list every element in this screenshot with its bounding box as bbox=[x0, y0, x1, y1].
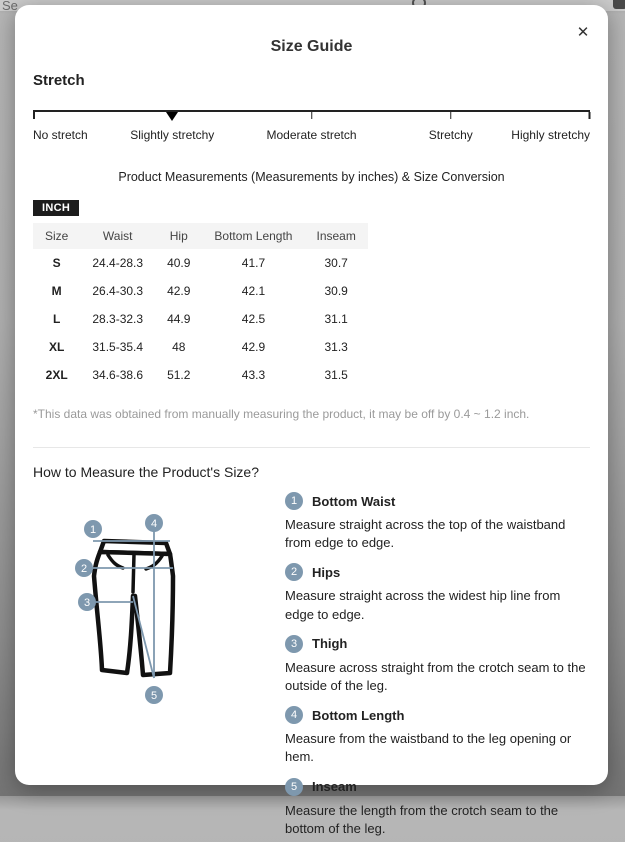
table-cell: 42.1 bbox=[241, 284, 266, 298]
table-cell: 42.9 bbox=[241, 340, 266, 354]
table-cell: 42.5 bbox=[241, 312, 266, 326]
table-cell: 44.9 bbox=[167, 312, 191, 326]
table-cell: 31.3 bbox=[324, 340, 348, 354]
stretch-label: No stretch bbox=[33, 128, 88, 142]
stretch-tick bbox=[33, 112, 35, 119]
how-to-measure-heading: How to Measure the Product's Size? bbox=[33, 464, 260, 480]
measure-item-label: Bottom Waist bbox=[312, 493, 396, 509]
stretch-marker bbox=[166, 112, 178, 121]
measure-list bbox=[285, 484, 590, 842]
close-icon[interactable]: ✕ bbox=[570, 19, 596, 45]
stretch-tick bbox=[450, 112, 452, 119]
measure-item-label: Thigh bbox=[312, 636, 348, 652]
pants-diagram bbox=[33, 484, 285, 842]
table-cell: 31.5 bbox=[324, 368, 348, 382]
diagram-number: 5 bbox=[150, 690, 158, 702]
stretch-labels bbox=[33, 128, 590, 144]
number-badge-icon: 1 bbox=[285, 492, 303, 510]
table-cell: 28.3-32.3 bbox=[92, 312, 144, 326]
diagram-number: 4 bbox=[150, 518, 158, 530]
modal-title: Size Guide bbox=[270, 38, 353, 55]
table-cell: 30.9 bbox=[324, 284, 348, 298]
measure-item bbox=[285, 563, 590, 581]
pants-diagram-icon bbox=[33, 484, 285, 724]
measure-item-desc: Measure straight across the widest hip line from edge to edge. bbox=[285, 588, 561, 622]
table-header: Waist bbox=[80, 223, 155, 249]
table-cell: M bbox=[51, 284, 62, 298]
table-cell: 40.9 bbox=[167, 256, 191, 270]
background-search-text: Se bbox=[2, 0, 18, 13]
measurements-caption: Product Measurements (Measurements by inches) & Size Conversion bbox=[118, 170, 505, 184]
table-row bbox=[33, 333, 368, 361]
how-to-measure-body bbox=[33, 484, 590, 842]
table-cell: 51.2 bbox=[167, 368, 191, 382]
number-badge-icon: 2 bbox=[285, 563, 303, 581]
measure-item-label: Bottom Length bbox=[312, 707, 405, 723]
table-cell: L bbox=[53, 312, 61, 326]
table-cell: 43.3 bbox=[241, 368, 266, 382]
measure-item bbox=[285, 635, 590, 653]
table-header: Bottom Length bbox=[202, 223, 304, 249]
stretch-heading: Stretch bbox=[33, 72, 85, 89]
diagram-number: 1 bbox=[89, 524, 97, 536]
measurement-footnote: *This data was obtained from manually measuring the product, it may be off by 0.4 ~ 1.2 inch. bbox=[33, 407, 530, 421]
size-table bbox=[33, 223, 368, 389]
measure-item bbox=[285, 492, 590, 510]
table-cell: XL bbox=[49, 340, 65, 354]
table-cell: 31.1 bbox=[324, 312, 348, 326]
stretch-tick bbox=[589, 112, 591, 119]
table-row bbox=[33, 277, 368, 305]
measure-item bbox=[285, 778, 590, 796]
size-guide-modal bbox=[15, 5, 608, 836]
stretch-label: Stretchy bbox=[428, 128, 473, 142]
measure-item-desc: Measure across straight from the crotch seam to the outside of the leg. bbox=[285, 659, 586, 693]
number-badge-icon: 5 bbox=[285, 778, 303, 796]
table-cell: 48 bbox=[172, 340, 186, 354]
table-header: Inseam bbox=[304, 223, 367, 249]
table-cell: 31.5-35.4 bbox=[92, 340, 144, 354]
table-cell: 26.4-30.3 bbox=[92, 284, 144, 298]
table-row bbox=[33, 305, 368, 333]
measure-item bbox=[285, 706, 590, 724]
measure-item-label: Inseam bbox=[312, 779, 357, 794]
stretch-label: Highly stretchy bbox=[511, 128, 590, 142]
measure-item-desc: Measure straight across the top of the waistband from edge to edge. bbox=[285, 517, 566, 551]
number-badge-icon: 3 bbox=[285, 635, 303, 653]
measure-item-label: Hips bbox=[312, 564, 341, 580]
table-cell: 42.9 bbox=[167, 284, 191, 298]
stretch-tick bbox=[311, 112, 313, 119]
table-row bbox=[33, 249, 368, 277]
table-row bbox=[33, 361, 368, 389]
measure-item-desc: Measure the length from the crotch seam to the bottom of the leg. bbox=[285, 802, 559, 836]
table-cell: 2XL bbox=[45, 368, 68, 382]
stretch-label: Slightly stretchy bbox=[130, 128, 215, 142]
section-divider bbox=[33, 447, 590, 448]
table-cell: 24.4-28.3 bbox=[92, 256, 144, 270]
table-cell: 34.6-38.6 bbox=[92, 368, 144, 382]
table-cell: S bbox=[52, 256, 61, 270]
unit-badge: INCH bbox=[33, 200, 79, 216]
diagram-number: 3 bbox=[83, 597, 91, 609]
table-cell: 30.7 bbox=[324, 256, 348, 270]
number-badge-icon: 4 bbox=[285, 706, 303, 724]
stretch-scale bbox=[33, 110, 590, 118]
measure-item-desc: Measure from the waistband to the leg opening or hem. bbox=[285, 731, 572, 765]
table-header: Size bbox=[33, 223, 80, 249]
diagram-number: 2 bbox=[80, 563, 88, 575]
background-cart-icon bbox=[613, 0, 625, 9]
stretch-label: Moderate stretch bbox=[266, 128, 357, 142]
table-header: Hip bbox=[155, 223, 202, 249]
table-cell: 41.7 bbox=[241, 256, 266, 270]
